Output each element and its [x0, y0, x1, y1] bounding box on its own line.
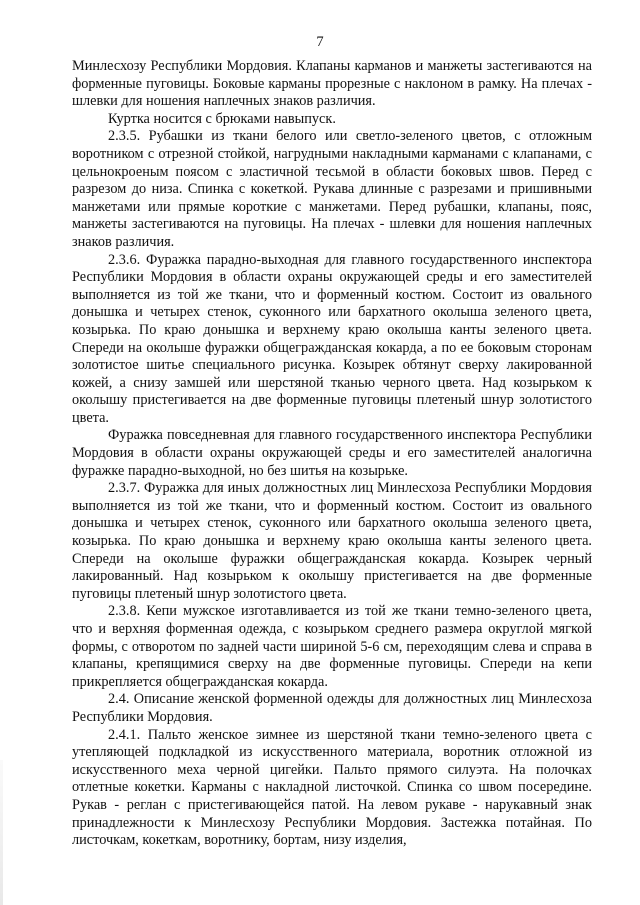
scan-edge-shadow	[0, 760, 3, 905]
paragraph-2-4-1-womens-coat: 2.4.1. Пальто женское зимнее из шерстяной ткани темно-зеленого цвета с утепляющей подкладкой из искусственного материала, воротник отложной из искусственного меха черной цигейки. Пальто прямого силуэта. На полочках отлетные кокетки. Карманы с накладной листочкой. Спинка со швом посередине. Рукав - реглан с пристегивающейся патой. На левом рукаве - нарукавный знак принадлежности к Минлесхозу Республики Мордовия. Застежка потайная. По листочкам, кокеткам, воротнику, бортам, низу изделия,	[72, 726, 592, 849]
paragraph-everyday-cap: Фуражка повседневная для главного государственного инспектора Республики Мордовия в области охраны окружающей среды и его заместителей аналогична фуражке парадно-выходной, но без шитья на козырьке.	[72, 427, 592, 479]
paragraph-2-3-5-shirts: 2.3.5. Рубашки из ткани белого или светло-зеленого цветов, с отложным воротником с отрезной стойкой, нагрудными накладными карманами с клапанами, с цельнокроеным поясом с эластичной тесьмой в области боковых швов. Перед с разрезом до низа. Спинка с кокеткой. Рукава длинные с разрезами и пришивными манжетами или прямые короткие с манжетами. Перед рубашки, клапаны, пояс, манжеты застегиваются на пуговицы. На плечах - шлевки для ношения наплечных знаков различия.	[72, 128, 592, 250]
paragraph-uniform-jacket-end: Минлесхозу Республики Мордовия. Клапаны карманов и манжеты застегиваются на форменные пуговицы. Боковые карманы прорезные с наклоном в рамку. На плечах - шлевки для ношения наплечных знаков различия.	[72, 58, 592, 110]
paragraph-2-3-8-mens-kepi: 2.3.8. Кепи мужское изготавливается из той же ткани темно-зеленого цвета, что и верхняя форменная одежда, с козырьком среднего размера округлой мягкой формы, с отворотом по задней части шириной 5-6 см, переходящим слева и справа в клапаны, крепящимися сверху на две форменные пуговицы. Спереди на кепи прикрепляется общегражданская кокарда.	[72, 603, 592, 690]
document-body	[72, 58, 592, 850]
paragraph-jacket-trousers: Куртка носится с брюками навыпуск.	[108, 110, 336, 127]
page-number: 7	[316, 34, 324, 50]
paragraph-2-3-7-cap-other-officials: 2.3.7. Фуражка для иных должностных лиц Минлесхоза Республики Мордовия выполняется из той же ткани, что и форменный костюм. Состоит из овального донышка и четырех стенок, суконного или бархатного околыша зеленого цвета, козырька. По краю донышка и верхнему краю околыша канты зеленого цвета. Спереди на околыше фуражки общегражданская кокарда. Козырек черный лакированный. Над козырьком к околышу пристегивается на две форменные пуговицы плетеный шнур золотистого цвета.	[72, 480, 592, 602]
paragraph-2-4-womens-uniform: 2.4. Описание женской форменной одежды для должностных лиц Минлесхоза Республики Мордовия.	[72, 691, 592, 725]
paragraph-2-3-6-dress-cap: 2.3.6. Фуражка парадно-выходная для главного государственного инспектора Республики Мордовия в области охраны окружающей среды и его заместителей выполняется из той же ткани, что и форменный костюм. Состоит из овального донышка и четырех стенок, суконного или бархатного околыша зеленого цвета, козырька. По краю донышка и верхнему краю околыша канты зеленого цвета. Спереди на околыше фуражки общегражданская кокарда, а по ее боковым сторонам золотистое шитье специального рисунка. Козырек обтянут сверху лакированной кожей, а снизу замшей или шерстяной тканью черного цвета. Над козырьком к околышу пристегивается на две форменные пуговицы плетеный шнур золотистого цвета.	[72, 251, 592, 426]
